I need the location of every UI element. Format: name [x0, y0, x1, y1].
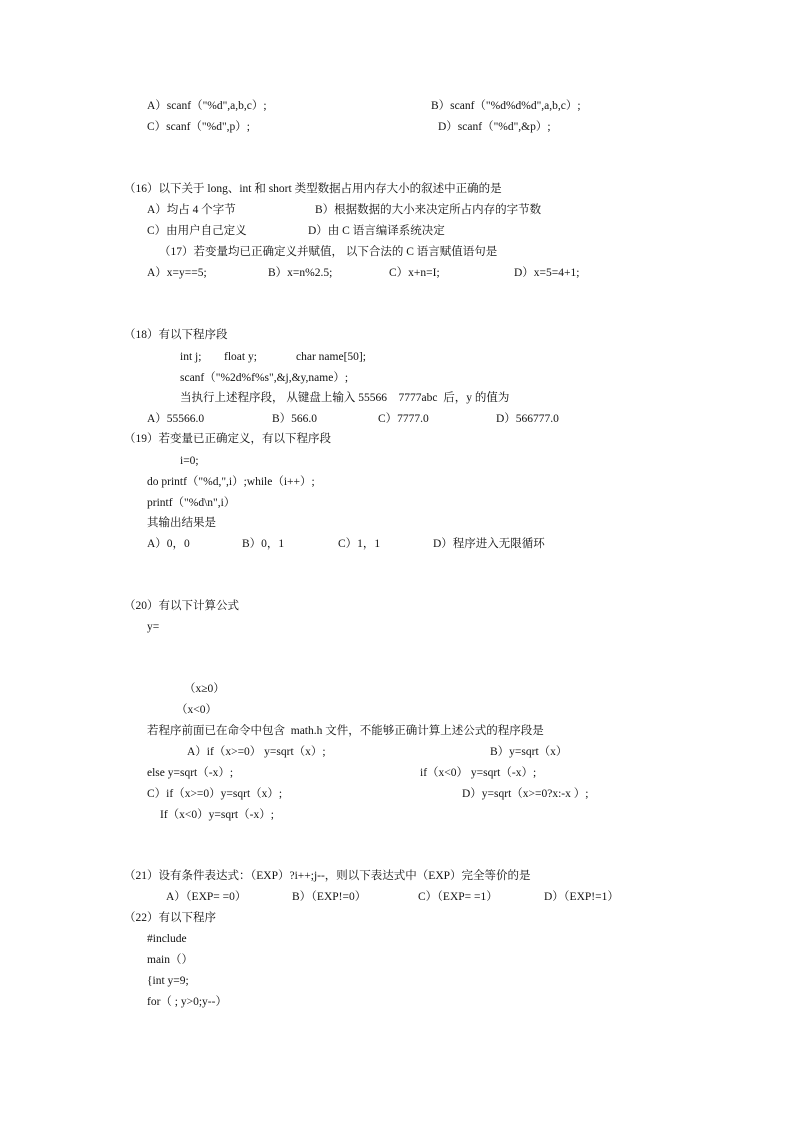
text-line: （18）有以下程序段 — [124, 329, 228, 341]
text-line: B）x=n%2.5; — [268, 267, 333, 279]
text-line: （22）有以下程序 — [124, 912, 216, 924]
text-line: C）由用户自己定义 — [147, 225, 247, 237]
text-line: i=0; — [180, 455, 199, 467]
text-line: A）0，0 — [147, 538, 190, 550]
text-line: A）55566.0 — [147, 413, 205, 425]
text-line: B）scanf（"%d%d%d",a,b,c）; — [431, 100, 581, 112]
text-line: （20）有以下计算公式 — [124, 600, 239, 612]
text-line: D）y=sqrt（x>=0?x:-x ）; — [462, 788, 589, 800]
text-line: float y; — [224, 351, 257, 363]
text-line: D）由 C 语言编译系统决定 — [308, 225, 445, 237]
text-line: else y=sqrt（-x）; — [147, 767, 234, 779]
text-line: B）根据数据的大小来决定所占内存的字节数 — [315, 204, 542, 216]
text-line: C）x+n=I; — [389, 267, 440, 279]
text-line: if（x<0） y=sqrt（-x）; — [420, 767, 537, 779]
text-line: B）（EXP!=0） — [292, 891, 367, 903]
text-line: 若程序前面已在命令中包含 math.h 文件，不能够正确计算上述公式的程序段是 — [147, 725, 544, 737]
text-line: A）均占 4 个字节 — [147, 204, 236, 216]
text-line: C）scanf（"%d",p）; — [147, 121, 250, 133]
text-line: char name[50]; — [296, 351, 366, 363]
text-line: C）1，1 — [338, 538, 381, 550]
text-line: #include — [147, 933, 187, 945]
text-line: B）0，1 — [242, 538, 285, 550]
text-line: （17）若变量均已正确定义并赋值， 以下合法的 C 语言赋值语句是 — [159, 246, 498, 258]
text-line: D）程序进入无限循环 — [433, 538, 545, 550]
text-line: printf（"%d\n",i） — [147, 497, 236, 509]
text-line: D）x=5=4+1; — [514, 267, 580, 279]
text-line: B）y=sqrt（x） — [490, 746, 568, 758]
text-line: do printf（"%d,",i）;while（i++）; — [147, 476, 315, 488]
text-line: C）7777.0 — [378, 413, 429, 425]
text-line: A）if（x>=0） y=sqrt（x）; — [187, 746, 326, 758]
text-line: scanf（"%2d%f%s",&j,&y,name）; — [180, 372, 349, 384]
text-line: （x<0） — [176, 704, 217, 716]
text-line: int j; — [180, 351, 202, 363]
text-line: main（） — [147, 954, 193, 966]
text-line: y= — [147, 621, 160, 633]
text-line: （19）若变量已正确定义，有以下程序段 — [124, 433, 331, 445]
text-line: 当执行上述程序段， 从键盘上输入 55566 7777abc 后，y 的值为 — [180, 392, 510, 404]
text-line: for（ ; y>0;y--） — [147, 996, 227, 1008]
text-line: If（x<0）y=sqrt（-x）; — [160, 809, 274, 821]
text-line: {int y=9; — [147, 975, 189, 987]
text-line: （x≥0） — [184, 683, 225, 695]
text-line: B）566.0 — [272, 413, 318, 425]
text-line: D）scanf（"%d",&p）; — [438, 121, 551, 133]
text-line: （21）设有条件表达式：（EXP）?i++;j--，则以下表达式中（EXP）完全等价的是 — [124, 870, 531, 882]
text-line: C）if（x>=0）y=sqrt（x）; — [147, 788, 283, 800]
text-line: A）x=y==5; — [147, 267, 207, 279]
text-line: C）（EXP= =1） — [418, 891, 498, 903]
text-line: A）scanf（"%d",a,b,c）; — [147, 100, 267, 112]
text-line: （16）以下关于 long、int 和 short 类型数据占用内存大小的叙述中正确的是 — [124, 183, 502, 195]
text-line: D）（EXP!=1） — [544, 891, 619, 903]
text-line: A）（EXP= =0） — [166, 891, 247, 903]
text-line: D）566777.0 — [496, 413, 559, 425]
text-line: 其输出结果是 — [147, 517, 216, 529]
